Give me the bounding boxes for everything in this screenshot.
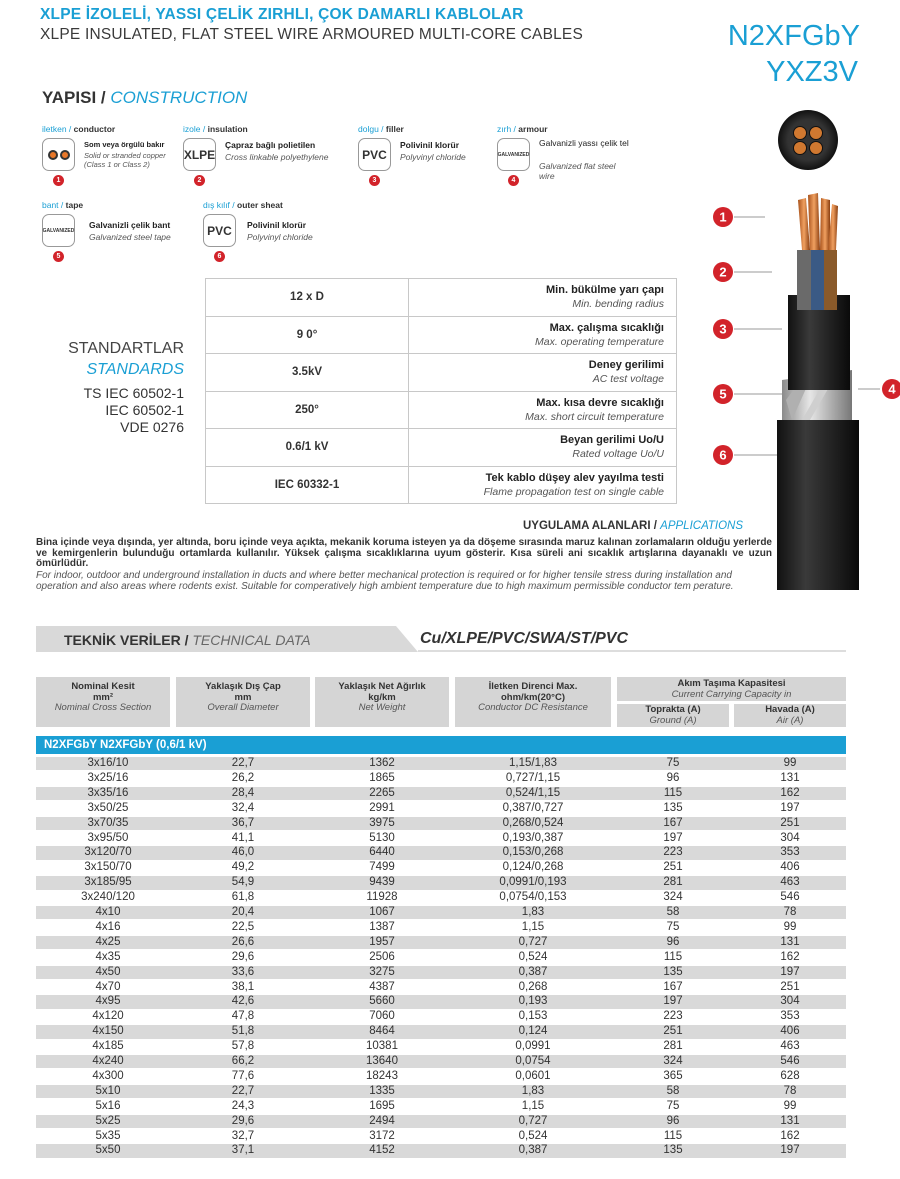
cell-cross-section: 4x300 [92, 1069, 124, 1082]
table-row [36, 921, 846, 934]
spec-row: 9 0° Max. çalışma sıcaklığı Max. operating temperature [206, 316, 677, 354]
cell-resistance: 0,0754/0,153 [499, 891, 567, 904]
cell-weight: 4387 [369, 980, 395, 993]
cell-air: 197 [780, 965, 800, 978]
cell-resistance: 0,124 [518, 1025, 548, 1038]
standards-block: STANDARTLAR STANDARDS TS IEC 60502-1 IEC 60502-1 VDE 0276 [40, 340, 184, 436]
cell-ground: 75 [666, 757, 680, 769]
table-row [36, 817, 846, 830]
cell-weight: 11928 [366, 891, 398, 904]
spec-table [205, 278, 677, 504]
cell-weight: 10381 [366, 1040, 398, 1053]
cell-weight: 3275 [369, 965, 395, 978]
conductor-icon [42, 138, 75, 171]
cell-resistance: 0,727 [518, 935, 548, 948]
component-conductor: iletken / conductor 1 Som veya örgülü bakır Solid or stranded copper (Class 1 or Class 2) [42, 124, 166, 184]
cell-weight: 2265 [369, 786, 395, 799]
cell-ground: 197 [663, 995, 683, 1008]
cell-air: 546 [780, 1055, 800, 1067]
table-row [36, 832, 846, 845]
cell-weight: 9439 [369, 876, 395, 889]
cell-cross-section: 3x70/35 [87, 816, 129, 829]
cable-code-1: N2XFGbY [727, 20, 860, 52]
table-row [36, 1070, 846, 1083]
cell-resistance: 0,727 [518, 1114, 548, 1127]
spec-row: 3.5kV Deney gerilimi AC test voltage [206, 354, 677, 392]
cell-resistance: 0,153 [518, 1010, 548, 1023]
cell-resistance: 0,727/1,15 [505, 771, 561, 784]
svg-text:3: 3 [719, 321, 727, 337]
cell-diameter: 29,6 [231, 1114, 255, 1127]
technical-code: Cu/XLPE/PVC/SWA/ST/PVC [420, 630, 629, 647]
cell-weight: 2506 [369, 950, 395, 963]
cell-cross-section: 4x35 [95, 950, 121, 963]
cable-label-2 [713, 262, 733, 282]
cell-resistance: 0,193/0,387 [502, 831, 564, 844]
cell-cross-section: 4x16 [95, 920, 121, 933]
galvanized-icon: GALVANIZED [497, 138, 530, 171]
cell-ground: 324 [663, 1055, 683, 1067]
cell-diameter: 32,7 [231, 1129, 255, 1142]
cell-ground: 281 [663, 1040, 683, 1053]
cell-resistance: 0,524 [518, 1129, 548, 1142]
cell-ground: 115 [663, 1129, 683, 1142]
cell-resistance: 0,387/0,727 [502, 801, 564, 814]
cell-diameter: 54,9 [231, 876, 255, 889]
cell-air: 251 [780, 980, 800, 993]
cell-cross-section: 3x16/10 [87, 757, 129, 769]
cell-cross-section: 3x120/70 [84, 846, 132, 859]
cell-diameter: 20,4 [231, 906, 255, 918]
cell-weight: 2991 [369, 801, 395, 814]
table-row [36, 802, 846, 815]
title-tr: XLPE İZOLELİ, YASSI ÇELİK ZIRHLI, ÇOK DAMARLI KABLOLAR [40, 6, 524, 23]
cell-weight: 3975 [369, 816, 395, 829]
cell-cross-section: 3x150/70 [84, 861, 132, 874]
cell-diameter: 33,6 [231, 965, 255, 978]
cell-cross-section: 5x16 [95, 1099, 121, 1112]
cell-resistance: 1,15/1,83 [509, 757, 557, 769]
cell-diameter: 42,6 [231, 995, 255, 1008]
cell-cross-section: 4x50 [95, 965, 121, 978]
cell-diameter: 26,2 [231, 771, 255, 784]
cell-cross-section: 4x25 [95, 935, 121, 948]
cell-diameter: 47,8 [231, 1010, 255, 1023]
cell-ground: 281 [663, 876, 683, 889]
cell-air: 162 [780, 1129, 800, 1142]
cell-diameter: 22,7 [231, 1084, 255, 1097]
cell-air: 628 [780, 1069, 800, 1082]
table-row [36, 995, 846, 1008]
cell-diameter: 22,5 [231, 920, 255, 933]
table-row [36, 1144, 846, 1157]
applications-title: UYGULAMA ALANLARI / APPLICATIONS [523, 520, 744, 532]
header-ground: Toprakta (A) Ground (A) [617, 704, 729, 727]
cell-air: 99 [783, 757, 797, 769]
header-cross-section: Nominal Kesit mm² Nominal Cross Section [36, 677, 170, 727]
standard-item: VDE 0276 [120, 419, 184, 435]
xlpe-icon: XLPE [183, 138, 216, 171]
cell-weight: 13640 [366, 1055, 398, 1067]
table-row [36, 1055, 846, 1068]
cell-resistance: 0,0754 [515, 1055, 551, 1067]
cell-air: 197 [780, 1144, 800, 1157]
cell-resistance: 0,0991/0,193 [499, 876, 567, 889]
galvanized-icon: GALVANIZED [42, 214, 75, 247]
cell-air: 304 [780, 831, 800, 844]
header-air: Havada (A) Air (A) [734, 704, 846, 727]
spec-row: IEC 60332-1 Tek kablo düşey alev yayılma testi Flame propagation test on single cable [206, 466, 677, 504]
spec-row: 12 x D Min. bükülme yarı çapı Min. bending radius [206, 279, 677, 317]
cell-air: 304 [780, 995, 800, 1008]
cell-diameter: 36,7 [231, 816, 255, 829]
cell-weight: 1387 [369, 920, 395, 933]
cable-label-3 [713, 319, 733, 339]
cable-label-4 [882, 379, 900, 399]
svg-text:6: 6 [719, 447, 727, 463]
cell-weight: 1335 [369, 1084, 395, 1097]
cell-cross-section: 4x150 [92, 1025, 124, 1038]
technical-title: TEKNİK VERİLER / TECHNICAL DATA [64, 632, 311, 648]
cell-cross-section: 5x10 [95, 1084, 121, 1097]
cable-label-1 [713, 207, 733, 227]
cell-ground: 197 [663, 831, 683, 844]
cell-resistance: 0,0991 [515, 1040, 551, 1053]
table-row [36, 1130, 846, 1143]
cell-weight: 1067 [369, 906, 395, 918]
table-row [36, 906, 846, 919]
cell-resistance: 0,387 [518, 965, 548, 978]
header-current-capacity: Akım Taşıma Kapasitesi Current Carrying Capacity in [617, 677, 846, 701]
cell-diameter: 22,7 [231, 757, 255, 769]
cell-weight: 1695 [369, 1099, 395, 1112]
table-row [36, 1040, 846, 1053]
cell-diameter: 37,1 [231, 1144, 255, 1157]
component-filler: dolgu / filler PVC 3 Polivinil klorür Polyvinyl chloride [358, 124, 466, 184]
cell-air: 353 [780, 846, 800, 859]
spec-row: 250° Max. kısa devre sıcaklığı Max. short circuit temperature [206, 391, 677, 429]
cell-ground: 58 [666, 1084, 680, 1097]
cell-cross-section: 3x240/120 [81, 891, 135, 904]
table-row [36, 1115, 846, 1128]
cell-cross-section: 3x35/16 [87, 786, 129, 799]
cell-ground: 251 [663, 1025, 683, 1038]
cell-weight: 6440 [369, 846, 395, 859]
cell-cross-section: 4x10 [95, 906, 121, 918]
table-row [36, 981, 846, 994]
cell-resistance: 0,524/1,15 [505, 786, 561, 799]
cable-label-6 [713, 445, 733, 465]
cell-resistance: 1,15 [521, 1099, 545, 1112]
cell-cross-section: 3x95/50 [87, 831, 129, 844]
cell-air: 546 [780, 891, 800, 904]
standard-item: TS IEC 60502-1 [83, 385, 184, 401]
table-row [36, 772, 846, 785]
construction-title: YAPISI / CONSTRUCTION [42, 88, 248, 107]
cell-ground: 365 [663, 1069, 683, 1082]
cell-diameter: 46,0 [231, 846, 255, 859]
cell-air: 78 [783, 906, 797, 918]
cell-weight: 4152 [369, 1144, 395, 1157]
cell-diameter: 77,6 [231, 1069, 255, 1082]
spec-row: 0.6/1 kV Beyan gerilimi Uo/U Rated voltage Uo/U [206, 429, 677, 467]
cell-cross-section: 4x185 [92, 1040, 124, 1053]
cell-diameter: 28,4 [231, 786, 255, 799]
cell-weight: 18243 [366, 1069, 398, 1082]
cell-ground: 251 [663, 861, 683, 874]
table-row [36, 936, 846, 949]
cable-label-5 [713, 384, 733, 404]
cell-air: 162 [780, 786, 800, 799]
cell-air: 131 [780, 1114, 800, 1127]
table-row [36, 757, 846, 770]
title-en: XLPE INSULATED, FLAT STEEL WIRE ARMOURED MULTI-CORE CABLES [40, 26, 584, 43]
cell-cross-section: 3x50/25 [87, 801, 129, 814]
group-bar: N2XFGbY N2XFGbY (0,6/1 kV) [36, 736, 846, 754]
cell-weight: 2494 [369, 1114, 395, 1127]
cell-weight: 5660 [369, 995, 395, 1008]
cell-diameter: 32,4 [231, 801, 255, 814]
table-row [36, 966, 846, 979]
cell-ground: 96 [666, 935, 680, 948]
component-tape: bant / tape GALVANIZED 5 Galvanizli çelik bant Galvanized steel tape [42, 200, 171, 260]
table-row [36, 787, 846, 800]
table-row [36, 1085, 846, 1098]
cell-resistance: 0,124/0,268 [502, 861, 564, 874]
cell-diameter: 24,3 [231, 1099, 255, 1112]
cell-weight: 5130 [369, 831, 395, 844]
cell-weight: 1957 [369, 935, 395, 948]
cell-diameter: 49,2 [231, 861, 255, 874]
cell-air: 406 [780, 1025, 800, 1038]
cable-code-2: YXZ3V [766, 56, 858, 88]
cell-air: 131 [780, 771, 800, 784]
cell-ground: 96 [666, 1114, 680, 1127]
cell-resistance: 0,387 [518, 1144, 548, 1157]
cell-ground: 135 [663, 1144, 683, 1157]
cell-air: 99 [783, 920, 797, 933]
cell-diameter: 29,6 [231, 950, 255, 963]
cell-diameter: 38,1 [231, 980, 255, 993]
cell-weight: 7060 [369, 1010, 395, 1023]
cell-diameter: 57,8 [231, 1040, 255, 1053]
cell-air: 251 [780, 816, 800, 829]
cell-cross-section: 5x25 [95, 1114, 121, 1127]
cell-resistance: 1,15 [521, 920, 545, 933]
cell-resistance: 1,83 [521, 1084, 545, 1097]
cell-resistance: 0,524 [518, 950, 548, 963]
table-row [36, 1010, 846, 1023]
cell-ground: 115 [663, 950, 683, 963]
cell-weight: 1362 [369, 757, 395, 769]
cell-ground: 223 [663, 1010, 683, 1023]
cell-air: 463 [780, 876, 800, 889]
cell-air: 162 [780, 950, 800, 963]
table-row [36, 861, 846, 874]
cell-cross-section: 3x25/16 [87, 771, 129, 784]
cell-cross-section: 5x50 [95, 1144, 121, 1157]
cell-diameter: 26,6 [231, 935, 255, 948]
applications-text-tr: Bina içinde veya dışında, yer altında, boru içinde veya açıkta, mekanik koruma isteyen ya da döşeme sırasında maruz kalınan zorlamaların olduğu yerlerde ve kemirgenlerin bulunduğu ortamlarda kullanılır. Yüksek çalışma sıcaklıklarına uyum gösterir. Kısa süreli ani sıcaklık artışlarına dayanaklı ve uzun ömürlüdür. [36, 537, 772, 569]
component-insulation: izole / insulation XLPE 2 Çapraz bağlı polietilen Cross linkable polyethylene [183, 124, 329, 184]
cell-air: 131 [780, 935, 800, 948]
pvc-icon: PVC [358, 138, 391, 171]
cell-diameter: 41,1 [231, 831, 255, 844]
cell-air: 197 [780, 801, 800, 814]
cell-resistance: 0,153/0,268 [502, 846, 564, 859]
cell-cross-section: 4x95 [95, 995, 121, 1008]
table-row [36, 891, 846, 904]
cell-weight: 3172 [369, 1129, 395, 1142]
component-armour: zırh / armour GALVANIZED 4 Galvanizli yassı çelik tel Galvanized flat steel wire [497, 124, 629, 184]
svg-text:2: 2 [719, 264, 727, 280]
cable-illustration [690, 100, 900, 600]
header-weight: Yaklaşık Net Ağırlık kg/km Net Weight [315, 677, 449, 727]
cell-ground: 135 [663, 801, 683, 814]
cell-weight: 7499 [369, 861, 395, 874]
standard-item: IEC 60502-1 [105, 402, 184, 418]
cell-resistance: 0,0601 [515, 1069, 551, 1082]
cell-diameter: 66,2 [231, 1055, 255, 1067]
cell-ground: 167 [663, 980, 683, 993]
table-row [36, 1100, 846, 1113]
cell-resistance: 1,83 [521, 906, 545, 918]
header-diameter: Yaklaşık Dış Çap mm Overall Diameter [176, 677, 310, 727]
cell-ground: 58 [666, 906, 680, 918]
cell-air: 353 [780, 1010, 800, 1023]
cell-ground: 115 [663, 786, 683, 799]
cell-air: 406 [780, 861, 800, 874]
cell-ground: 135 [663, 965, 683, 978]
header-resistance: İletken Direnci Max. ohm/km(20°C) Conductor DC Resistance [455, 677, 611, 727]
cell-resistance: 0,268/0,524 [502, 816, 564, 829]
pvc-icon: PVC [203, 214, 236, 247]
cell-ground: 223 [663, 846, 683, 859]
cell-ground: 96 [666, 771, 680, 784]
cell-cross-section: 4x120 [92, 1010, 124, 1023]
component-outer-sheath: dış kılıf / outer sheat PVC 6 Polivinil klorür Polyvinyl chloride [203, 200, 313, 260]
table-row [36, 1025, 846, 1038]
cell-resistance: 0,268 [518, 980, 548, 993]
cell-ground: 167 [663, 816, 683, 829]
cell-cross-section: 5x35 [95, 1129, 121, 1142]
cell-cross-section: 4x70 [95, 980, 121, 993]
cell-air: 463 [780, 1040, 800, 1053]
cell-air: 78 [783, 1084, 797, 1097]
cell-air: 99 [783, 1099, 797, 1112]
applications-text-en: For indoor, outdoor and underground installation in ducts and where better mechanical protection is required or for higher tensile stress during installation and operation and also areas where rodents exist. Suitable for comperatively high ambient temperature due to high maximum permissible conductor tem perature. [36, 570, 734, 592]
cell-resistance: 0,193 [518, 995, 548, 1008]
cell-ground: 324 [663, 891, 683, 904]
cell-diameter: 51,8 [231, 1025, 255, 1038]
cell-diameter: 61,8 [231, 891, 255, 904]
svg-text:5: 5 [719, 386, 727, 402]
cell-ground: 75 [666, 920, 680, 933]
cell-ground: 75 [666, 1099, 680, 1112]
cell-cross-section: 4x240 [92, 1055, 124, 1067]
svg-text:4: 4 [888, 381, 896, 397]
cell-cross-section: 3x185/95 [84, 876, 132, 889]
cell-weight: 1865 [369, 771, 395, 784]
table-row [36, 846, 846, 859]
cell-weight: 8464 [369, 1025, 395, 1038]
svg-text:1: 1 [719, 209, 727, 225]
table-row [36, 951, 846, 964]
table-row [36, 876, 846, 889]
